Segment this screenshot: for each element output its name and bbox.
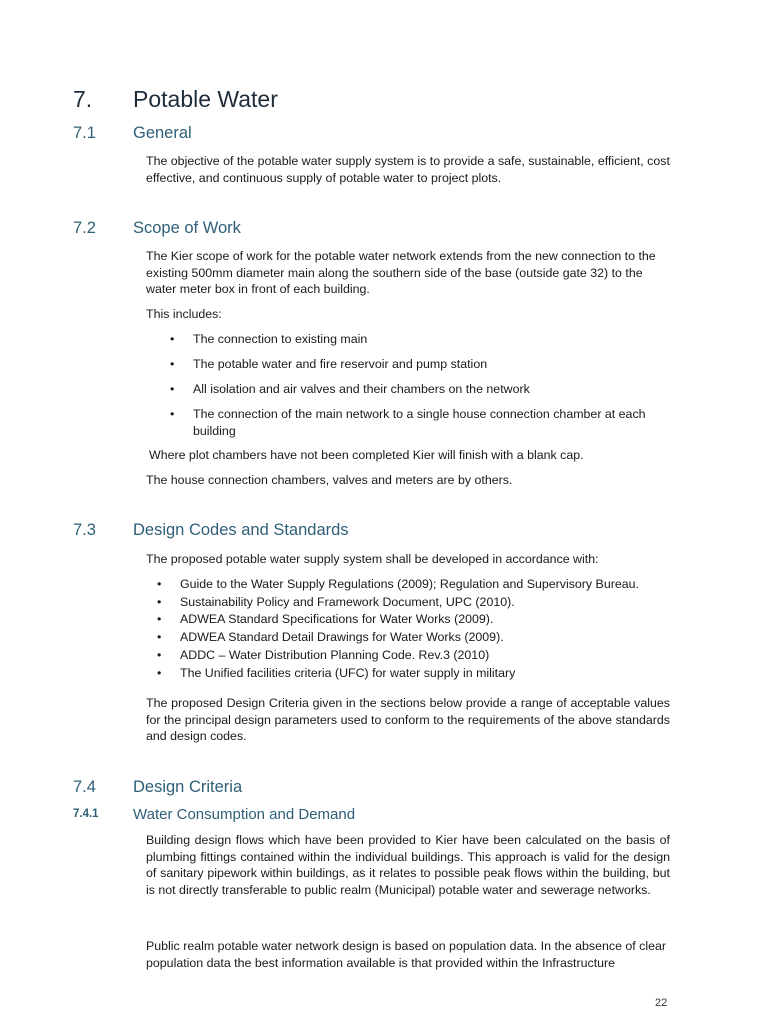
section-title: Potable Water xyxy=(133,86,278,112)
scope-note-blank-cap: Where plot chambers have not been completed Kier will finish with a blank cap. xyxy=(149,448,584,462)
general-title: General xyxy=(133,124,192,142)
consumption-title: Water Consumption and Demand xyxy=(133,806,356,823)
scope-title: Scope of Work xyxy=(133,219,241,237)
scope-note-by-others: The house connection chambers, valves and meters are by others. xyxy=(146,473,513,487)
codes-title: Design Codes and Standards xyxy=(133,521,349,539)
scope-number: 7.2 xyxy=(73,219,96,237)
general-paragraph: The objective of the potable water supply system is to provide a safe, sustainable, efficient, cost effective, and continuous supply of potable water to project plots. xyxy=(146,154,670,185)
scope-intro-paragraph: The Kier scope of work for the potable water network extends from the new connection to the existing 500mm diameter main along the southern side of the base (outside gate 32) to the water meter box in front of each building. xyxy=(146,249,656,297)
criteria-number: 7.4 xyxy=(73,778,96,796)
document-page: 7. Potable Water 7.1 General The objective of the potable water supply system is to provide a safe, sustainable, efficient, cost effective, and continuous supply of potable water to project plots. 7.2 Scope of Work The Kier scope of work for the potable water network extends from the new connection to the existing 500mm diameter main along the southern side of the base (outside gate 32) to the water meter box in front of each building. This includes: • The connection to existing main • The potable water and fire reservoir and pump station • All isolation and air valves and their chambers on the network • The connection of the main network to a single house connection chamber at each building Where plot chambers have not been completed Kier will finish with a blank cap. The house connection chambers, valves and meters are by others. 7.3 Design Codes and Standards The proposed potable water supply system shall be developed in accordance with: • Guide to the Water Supply Regulations (2009); Regulation and Supervisory Bureau. • Sustainability Policy and Framework Document, UPC (2010). • ADWEA Standard Specifications for Water Works (2009). • ADWEA Standard Detail Drawings for Water Works (2009). • ADDC – Water Distribution Planning Code. Rev.3 (2010) • The Unified facilities criteria (UFC) for water supply in military The proposed Design Criteria given in the sections below provide a range of acceptable values for the principal design parameters used to conform to the requirements of the above standards and design codes. 7.4 Design Criteria 7.4.1 Water Consumption and Demand Building design flows which have been provided to Kier have been calculated on the basis of plumbing fittings contained within the individual buildings. This approach is valid for the design of sanitary pipework within buildings, as it relates to possible peak flows within the building, but is not directly transferable to public realm (Municipal) potable water and sewerage networks. Public realm potable water network design is based on population data. In the absence of clear population data the best information available is that provided within the Infrastructure 22 xyxy=(73,86,670,1009)
general-number: 7.1 xyxy=(73,124,96,142)
section-number: 7. xyxy=(73,86,93,112)
scope-includes-label: This includes: xyxy=(146,307,222,321)
page-number: 22 xyxy=(655,997,668,1009)
consumption-number: 7.4.1 xyxy=(73,808,99,820)
criteria-title: Design Criteria xyxy=(133,778,243,796)
codes-closing-paragraph: The proposed Design Criteria given in the sections below provide a range of acceptable values for the principal design parameters used to conform to the requirements of the above standards and design codes. xyxy=(146,696,670,744)
consumption-paragraph-1: Building design flows which have been provided to Kier have been calculated on the basis of plumbing fittings contained within the individual buildings. This approach is valid for the design of sanitary pipework within buildings, as it relates to possible peak flows within the building, but is not directly transferable to public realm (Municipal) potable water and sewerage networks. xyxy=(146,833,670,897)
consumption-paragraph-2: Public realm potable water network design is based on population data. In the absence of clear population data the best information available is that provided within the Infrastructure xyxy=(146,939,667,970)
codes-number: 7.3 xyxy=(73,521,96,539)
codes-intro-paragraph: The proposed potable water supply system shall be developed in accordance with: xyxy=(146,552,599,566)
